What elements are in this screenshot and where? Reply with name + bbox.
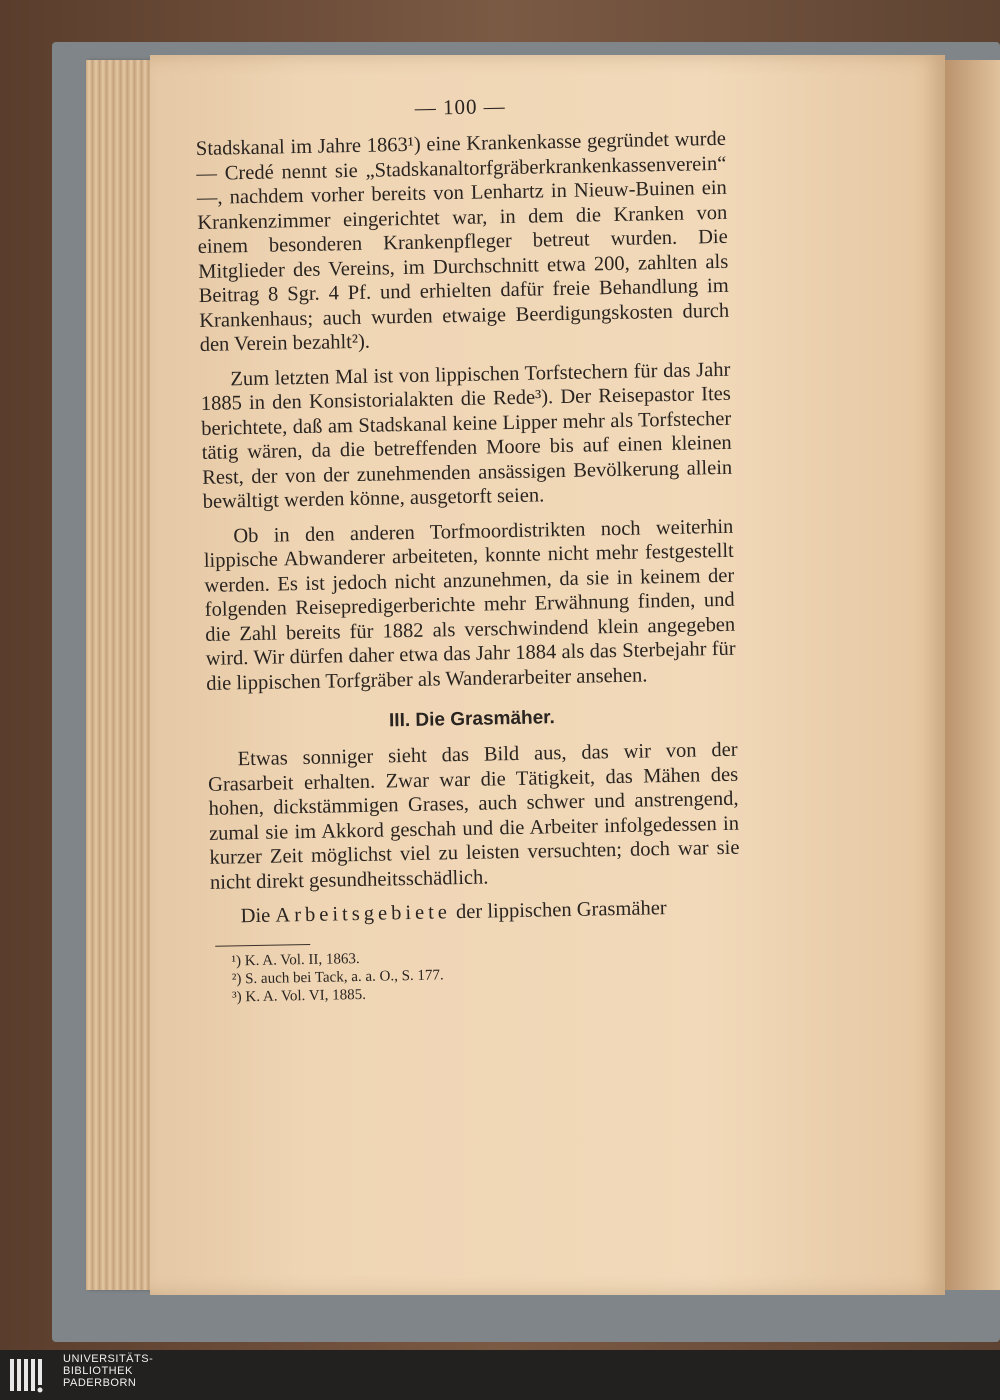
section-paragraph-1: Etwas sonniger sieht das Bild aus, das wir von der Grasarbeit erhalten. Zwar war die Tätigkeit, das Mähen des hohen, dickstämmigen Grases, auch schwer und anstrengend, zumal sie im Akkord geschah und die Arbeiter infolgedessen in kurzer Zeit möglichst viel zu leisten versuchten; doch war sie nicht direkt gesundheitsschädlich. xyxy=(207,738,740,894)
library-name-line-3: PADERBORN xyxy=(63,1377,137,1389)
section-heading: III. Die Grasmäher. xyxy=(388,707,556,732)
footnote-3: ³) K. A. Vol. VI, 1885. xyxy=(232,986,367,1005)
paragraph-2: Zum letzten Mal ist von lippischen Torfstechern für das Jahr 1885 in den Konsistorialakten die Rede³). Der Reisepastor Ites berichtete, daß am Stadskanal keine Lipper mehr als Torfstecher tätig wären, da die betreffenden Moore bis auf einen kleinen Rest, der von der zunehmenden ansässigen Bevölkerung allein bewältigt werden könne, ausgetorft seien. xyxy=(200,358,733,513)
last-line-spaced: Arbeitsgebiete xyxy=(275,901,452,927)
page-number: — 100 — xyxy=(414,94,506,120)
footnote-1: ¹) K. A. Vol. II, 1863. xyxy=(231,950,360,969)
page-content xyxy=(195,90,742,1007)
last-line xyxy=(210,895,740,930)
paragraph-1: Stadskanal im Jahre 1863¹) eine Krankenkasse gegründet wurde — Credé nennt sie „Stadskanaltorfgräberkrankenkassenverein“ —, nachdem vorher bereits von Lenhartz in Nieuw-Buinen ein Krankenzimmer eingerichtet war, in dem die Kranken von einem besonderen Krankenpfleger betreut wurden. Die Mitglieder des Vereins, im Durchschnitt etwa 200, zahlten als Beitrag 8 Sgr. 4 Pf. und erhielten dafür freie Behandlung im Krankenhaus; auch wurden etwaige Beerdigungskosten durch den Verein bezahlt²). xyxy=(195,127,730,356)
library-name xyxy=(63,1353,153,1389)
last-line-rest: der lippischen Grasmäher xyxy=(455,897,667,924)
library-name-line-2: BIBLIOTHEK xyxy=(63,1365,133,1377)
footnote-rule xyxy=(215,943,310,946)
footnote-2: ²) S. auch bei Tack, a. a. O., S. 177. xyxy=(231,966,444,987)
page-edges xyxy=(86,60,156,1290)
facing-page xyxy=(942,60,1000,1290)
library-logo-icon xyxy=(8,1355,52,1395)
last-line-lead: Die xyxy=(240,904,271,928)
paragraph-3: Ob in den anderen Torfmoordistrikten noch weiterhin lippische Abwanderer arbeiteten, konnte nicht mehr festgestellt werden. Es ist jedoch nicht anzunehmen, da sie in keinem der folgenden Reisepredigerberichte mehr Erwähnung finden, und die Zahl bereits für 1882 als verschwindend klein angegeben wird. Wir dürfen daher etwa das Jahr 1884 als das Sterbejahr für die lippischen Torfgräber als Wanderarbeiter ansehen. xyxy=(203,515,736,695)
library-name-line-1: UNIVERSITÄTS- xyxy=(63,1353,154,1365)
